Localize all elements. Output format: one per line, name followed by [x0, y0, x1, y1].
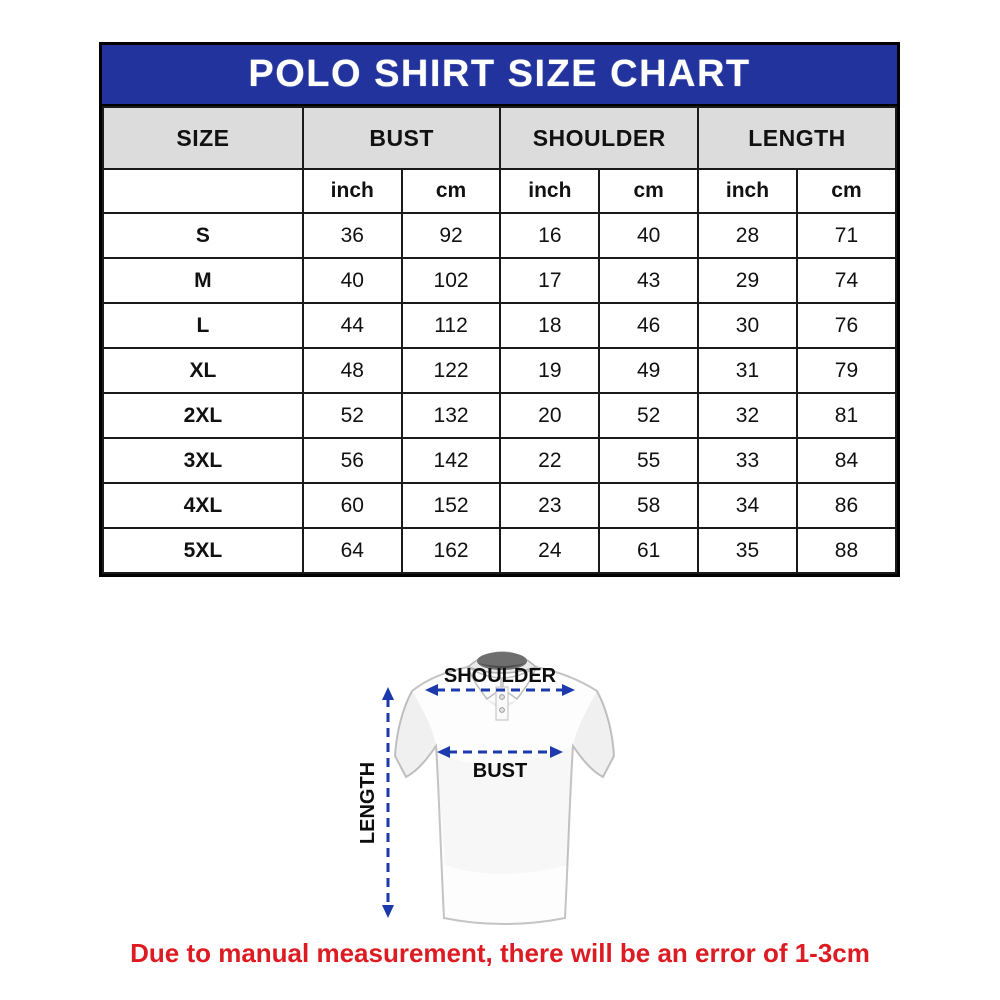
table-header-row: [103, 107, 896, 169]
size-row-5xl: [103, 528, 896, 573]
cell-shoulder-inch: 16: [500, 213, 599, 258]
cell-length-inch: 32: [698, 393, 797, 438]
cell-length-cm: 88: [797, 528, 896, 573]
size-row-l: [103, 303, 896, 348]
unit-bust-inch: inch: [303, 169, 402, 213]
cell-shoulder-cm: 43: [599, 258, 698, 303]
cell-bust-inch: 44: [303, 303, 402, 348]
cell-length-inch: 31: [698, 348, 797, 393]
shoulder-label: SHOULDER: [443, 665, 557, 687]
length-arrow: [382, 687, 394, 918]
cell-length-cm: 86: [797, 483, 896, 528]
cell-bust-inch: 60: [303, 483, 402, 528]
cell-shoulder-inch: 23: [500, 483, 599, 528]
size-table: [102, 106, 897, 574]
cell-shoulder-cm: 61: [599, 528, 698, 573]
size-row-3xl: [103, 438, 896, 483]
cell-shoulder-inch: 22: [500, 438, 599, 483]
cell-length-inch: 29: [698, 258, 797, 303]
size-label: L: [103, 303, 303, 348]
cell-bust-inch: 48: [303, 348, 402, 393]
size-row-m: [103, 258, 896, 303]
polo-shirt-illustration: [340, 625, 680, 945]
cell-shoulder-cm: 46: [599, 303, 698, 348]
cell-length-inch: 30: [698, 303, 797, 348]
cell-bust-inch: 40: [303, 258, 402, 303]
cell-shoulder-inch: 20: [500, 393, 599, 438]
cell-length-inch: 35: [698, 528, 797, 573]
cell-shoulder-cm: 52: [599, 393, 698, 438]
col-header-shoulder: SHOULDER: [500, 107, 698, 169]
size-label: 2XL: [103, 393, 303, 438]
unit-length-cm: cm: [797, 169, 896, 213]
col-header-size: SIZE: [103, 107, 303, 169]
cell-length-inch: 33: [698, 438, 797, 483]
cell-bust-cm: 152: [402, 483, 501, 528]
size-row-s: [103, 213, 896, 258]
size-label: 3XL: [103, 438, 303, 483]
size-chart-panel: [99, 42, 900, 577]
length-label: LENGTH: [357, 761, 379, 845]
size-label: XL: [103, 348, 303, 393]
units-row: [103, 169, 896, 213]
cell-length-inch: 28: [698, 213, 797, 258]
size-row-2xl: [103, 393, 896, 438]
button: [500, 708, 505, 713]
cell-bust-cm: 112: [402, 303, 501, 348]
cell-bust-inch: 36: [303, 213, 402, 258]
cell-length-cm: 81: [797, 393, 896, 438]
cell-shoulder-inch: 24: [500, 528, 599, 573]
placket: [496, 687, 508, 720]
cell-bust-cm: 122: [402, 348, 501, 393]
col-header-bust: BUST: [303, 107, 501, 169]
measurement-disclaimer: Due to manual measurement, there will be an error of 1-3cm: [130, 938, 870, 968]
cell-bust-cm: 102: [402, 258, 501, 303]
col-header-length: LENGTH: [698, 107, 896, 169]
cell-shoulder-cm: 58: [599, 483, 698, 528]
cell-length-inch: 34: [698, 483, 797, 528]
units-blank-cell: [103, 169, 303, 213]
cell-bust-cm: 162: [402, 528, 501, 573]
size-label: S: [103, 213, 303, 258]
size-label: M: [103, 258, 303, 303]
cell-length-cm: 76: [797, 303, 896, 348]
unit-length-inch: inch: [698, 169, 797, 213]
cell-bust-inch: 56: [303, 438, 402, 483]
cell-bust-inch: 52: [303, 393, 402, 438]
cell-bust-cm: 132: [402, 393, 501, 438]
cell-shoulder-inch: 17: [500, 258, 599, 303]
cell-length-cm: 71: [797, 213, 896, 258]
cell-length-cm: 79: [797, 348, 896, 393]
cell-length-cm: 74: [797, 258, 896, 303]
cell-length-cm: 84: [797, 438, 896, 483]
cell-shoulder-cm: 40: [599, 213, 698, 258]
bust-label: BUST: [472, 760, 528, 782]
button: [500, 695, 505, 700]
cell-shoulder-cm: 55: [599, 438, 698, 483]
cell-shoulder-cm: 49: [599, 348, 698, 393]
size-row-xl: [103, 348, 896, 393]
unit-bust-cm: cm: [402, 169, 501, 213]
cell-bust-cm: 92: [402, 213, 501, 258]
cell-bust-cm: 142: [402, 438, 501, 483]
cell-bust-inch: 64: [303, 528, 402, 573]
unit-shoulder-inch: inch: [500, 169, 599, 213]
size-row-4xl: [103, 483, 896, 528]
unit-shoulder-cm: cm: [599, 169, 698, 213]
chart-title: POLO SHIRT SIZE CHART: [102, 45, 897, 106]
cell-shoulder-inch: 19: [500, 348, 599, 393]
size-label: 5XL: [103, 528, 303, 573]
size-label: 4XL: [103, 483, 303, 528]
cell-shoulder-inch: 18: [500, 303, 599, 348]
